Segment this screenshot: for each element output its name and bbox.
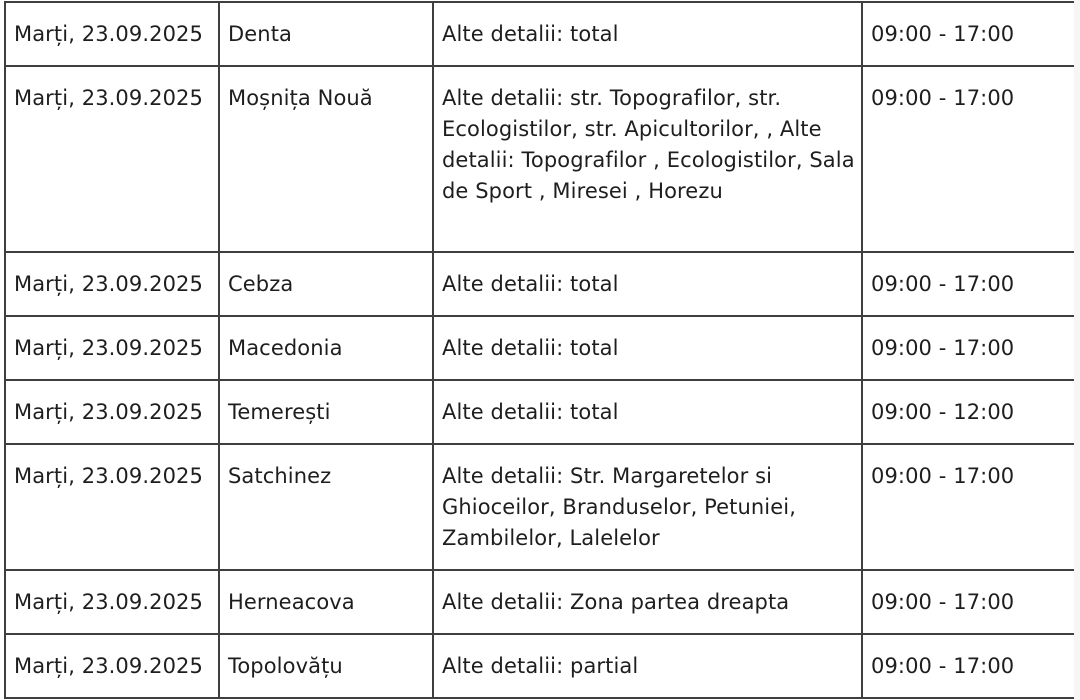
interval-cell [862, 2, 1078, 66]
locality-cell [219, 380, 433, 444]
date-text: Marți, 23.09.2025 [14, 464, 203, 488]
date-cell [5, 380, 219, 444]
interval-text: 09:00 - 17:00 [871, 336, 1015, 360]
interval-cell [862, 634, 1078, 698]
table-row [5, 316, 1078, 380]
details-text: Alte detalii: partial [442, 654, 639, 678]
locality-text: Topolovățu [228, 654, 343, 678]
details-cell [433, 2, 862, 66]
locality-text: Moșnița Nouă [228, 86, 373, 110]
interval-cell [862, 380, 1078, 444]
table-row [5, 252, 1078, 316]
interval-text: 09:00 - 17:00 [871, 590, 1015, 614]
interval-cell [862, 570, 1078, 634]
table-row [5, 66, 1078, 252]
locality-cell [219, 66, 433, 252]
date-text: Marți, 23.09.2025 [14, 272, 203, 296]
interval-text: 09:00 - 17:00 [871, 654, 1015, 678]
locality-text: Cebza [228, 272, 294, 296]
details-text: Alte detalii: Zona partea dreapta [442, 590, 790, 614]
details-cell [433, 634, 862, 698]
date-cell [5, 252, 219, 316]
outage-schedule-table [4, 1, 1079, 699]
details-text: Alte detalii: total [442, 400, 619, 424]
locality-text: Temerești [228, 400, 331, 424]
date-text: Marți, 23.09.2025 [14, 22, 203, 46]
interval-text: 09:00 - 17:00 [871, 86, 1015, 110]
details-cell [433, 444, 862, 570]
date-cell [5, 66, 219, 252]
table-row [5, 634, 1078, 698]
interval-cell [862, 444, 1078, 570]
locality-text: Satchinez [228, 464, 332, 488]
interval-cell [862, 66, 1078, 252]
interval-text: 09:00 - 17:00 [871, 272, 1015, 296]
date-text: Marți, 23.09.2025 [14, 590, 203, 614]
table-row [5, 570, 1078, 634]
interval-cell [862, 316, 1078, 380]
details-cell [433, 66, 862, 252]
details-text: Alte detalii: str. Topografilor, str. Ecologistilor, str. Apicultorilor, , Alte detalii: Topografilor , Ecologistilor, Sala de Sport , Miresei , Horezu [442, 86, 855, 203]
date-text: Marți, 23.09.2025 [14, 400, 203, 424]
date-cell [5, 444, 219, 570]
locality-text: Denta [228, 22, 293, 46]
table-row [5, 2, 1078, 66]
interval-cell [862, 252, 1078, 316]
interval-text: 09:00 - 17:00 [871, 464, 1015, 488]
date-text: Marți, 23.09.2025 [14, 336, 203, 360]
details-cell [433, 570, 862, 634]
locality-cell [219, 634, 433, 698]
table-row [5, 380, 1078, 444]
details-cell [433, 316, 862, 380]
date-cell [5, 570, 219, 634]
details-text: Alte detalii: total [442, 272, 619, 296]
locality-cell [219, 252, 433, 316]
details-text: Alte detalii: total [442, 22, 619, 46]
details-cell [433, 380, 862, 444]
page-right-margin [1074, 0, 1080, 700]
locality-text: Macedonia [228, 336, 343, 360]
details-text: Alte detalii: total [442, 336, 619, 360]
locality-cell [219, 316, 433, 380]
table-row [5, 444, 1078, 570]
date-cell [5, 316, 219, 380]
locality-cell [219, 570, 433, 634]
locality-cell [219, 2, 433, 66]
locality-cell [219, 444, 433, 570]
details-cell [433, 252, 862, 316]
date-cell [5, 634, 219, 698]
details-text: Alte detalii: Str. Margaretelor si Ghioceilor, Branduselor, Petuniei, Zambilelor, Lalelelor [442, 464, 796, 550]
interval-text: 09:00 - 12:00 [871, 400, 1015, 424]
locality-text: Herneacova [228, 590, 355, 614]
date-cell [5, 2, 219, 66]
date-text: Marți, 23.09.2025 [14, 654, 203, 678]
date-text: Marți, 23.09.2025 [14, 86, 203, 110]
interval-text: 09:00 - 17:00 [871, 22, 1015, 46]
